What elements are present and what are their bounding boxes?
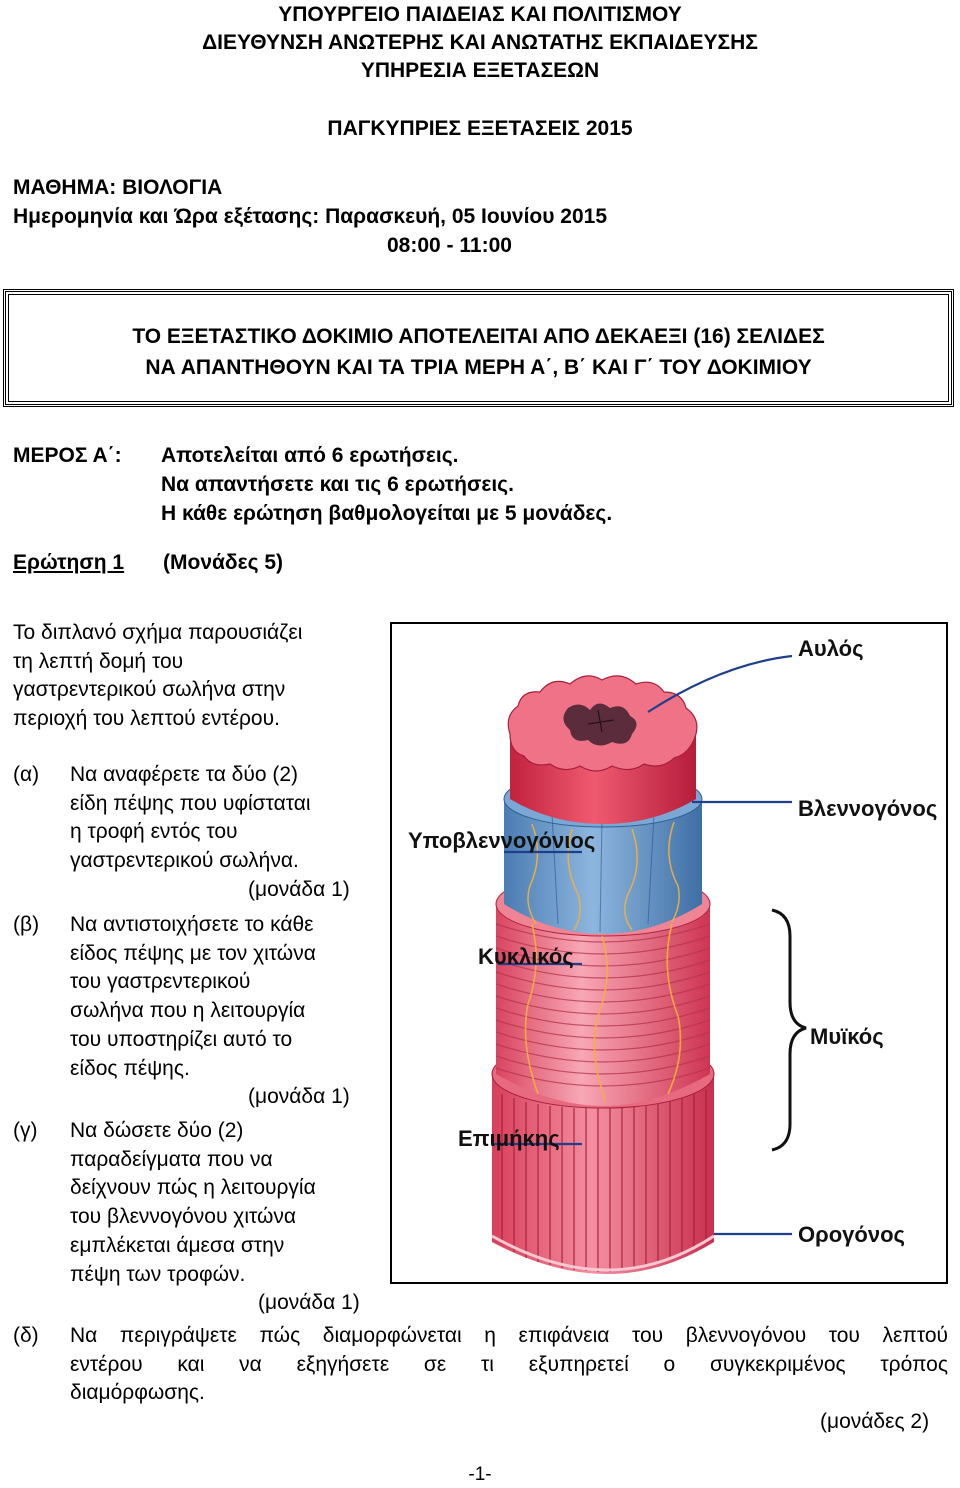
label-muscular: Μυϊκός [810, 1024, 884, 1049]
item-d-label: (δ) [13, 1324, 39, 1347]
question-intro [13, 619, 383, 734]
item-line: Να αναφέρετε τα δύο (2) [70, 763, 299, 786]
item-d-text [70, 1322, 948, 1408]
part-a-line-3: Η κάθε ερώτηση βαθμολογείται με 5 μονάδες. [161, 502, 613, 525]
intro-line: Το διπλανό σχήμα παρουσιάζει [13, 621, 303, 644]
item-c-text [70, 1117, 390, 1289]
item-b-label: (β) [13, 913, 40, 936]
notice-line-1: ΤΟ ΕΞΕΤΑΣΤΙΚΟ ΔΟΚΙΜΙΟ ΑΠΟΤΕΛΕΙΤΑΙ ΑΠΟ ΔΕΚΑΕΞΙ (16) ΣΕΛΙΔΕΣ [132, 325, 825, 348]
label-longitudinal: Επιμήκης [458, 1126, 560, 1151]
item-c-label: (γ) [13, 1119, 38, 1142]
part-a-line-1: Αποτελείται από 6 ερωτήσεις. [161, 444, 459, 467]
page-number: -1- [468, 1464, 492, 1485]
item-line: είδη πέψης που υφίσταται [70, 791, 311, 815]
directorate-title: ΔΙΕΥΘΥΝΣΗ ΑΝΩΤΕΡΗΣ ΚΑΙ ΑΝΩΤΑΤΗΣ ΕΚΠΑΙΔΕΥΣΗΣ [202, 31, 758, 54]
item-line: πέψη των τροφών. [70, 1262, 246, 1286]
item-line: δείχνουν πώς η λειτουργία [70, 1176, 316, 1200]
intro-line: γαστρεντερικού σωλήνα στην [13, 678, 286, 702]
label-submucosa: Υποβλεννογόνιος [408, 828, 596, 853]
exam-time: 08:00 - 11:00 [387, 234, 512, 257]
item-line: παραδείγματα που να [70, 1147, 273, 1171]
mucosa-layer [508, 676, 697, 824]
item-line: εμπλέκεται άμεσα στην [70, 1233, 285, 1257]
muscular-brace [772, 910, 806, 1150]
item-a-mark: (μονάδα 1) [248, 878, 350, 901]
item-line: διαμόρφωσης. [70, 1381, 205, 1405]
label-mucosa: Βλεννογόνος [798, 796, 938, 821]
item-a-label: (α) [13, 763, 40, 786]
subject: ΜΑΘΗΜΑ: ΒΙΟΛΟΓΙΑ [13, 176, 223, 199]
question-title: Ερώτηση 1 [13, 551, 125, 574]
part-a-label: ΜΕΡΟΣ Α΄: [13, 444, 122, 467]
exam-date: Ημερομηνία και Ώρα εξέτασης: Παρασκευή, 05 Ιουνίου 2015 [13, 205, 608, 228]
item-line: γαστρεντερικού σωλήνα. [70, 849, 299, 873]
intestine-figure [390, 622, 948, 1284]
item-line: εντέρου και να εξηγήσετε σε τι εξυπηρετεί ο συγκεκριμένος τρόπος [70, 1352, 948, 1376]
intro-line: τη λεπτή δομή του [13, 649, 184, 673]
exams-title: ΠΑΓΚΥΠΡΙΕΣ ΕΞΕΤΑΣΕΙΣ 2015 [327, 117, 633, 140]
item-line: η τροφή εντός του [70, 820, 238, 844]
item-b-text [70, 911, 390, 1083]
item-c-mark: (μονάδα 1) [258, 1291, 360, 1314]
ministry-title: ΥΠΟΥΡΓΕΙΟ ΠΑΙΔΕΙΑΣ ΚΑΙ ΠΟΛΙΤΙΣΜΟΥ [278, 3, 682, 26]
service-title: ΥΠΗΡΕΣΙΑ ΕΞΕΤΑΣΕΩΝ [360, 59, 600, 82]
item-line: Να αντιστοιχήσετε το κάθε [70, 913, 314, 936]
item-a-text [70, 761, 390, 876]
item-line: Να δώσετε δύο (2) [70, 1119, 244, 1142]
item-line: είδος πέψης. [70, 1056, 190, 1080]
question-marks: (Μονάδες 5) [163, 551, 284, 574]
item-line: Να περιγράψετε πώς διαμορφώνεται η επιφάνεια του βλεννογόνου του λεπτού [70, 1324, 948, 1347]
intro-line: περιοχή του λεπτού εντέρου. [13, 707, 280, 731]
intestine-illustration [392, 624, 946, 1282]
item-line: του γαστρεντερικού [70, 970, 251, 994]
notice-box [3, 289, 954, 407]
part-a-line-2: Να απαντήσετε και τις 6 ερωτήσεις. [161, 473, 514, 496]
item-line: του βλεννογόνου χιτώνα [70, 1205, 297, 1229]
label-serosa: Ορογόνος [798, 1222, 905, 1247]
notice-line-2: ΝΑ ΑΠΑΝΤΗΘΟΥΝ ΚΑΙ ΤΑ ΤΡΙΑ ΜΕΡΗ Α΄, Β΄ ΚΑΙ Γ΄ ΤΟΥ ΔΟΚΙΜΙΟΥ [145, 356, 812, 379]
item-b-mark: (μονάδα 1) [248, 1085, 350, 1108]
item-line: σωλήνα που η λειτουργία [70, 999, 306, 1023]
item-line: του υποστηρίζει αυτό το [70, 1027, 293, 1051]
label-lumen: Αυλός [798, 636, 864, 661]
label-circular: Κυκλικός [478, 944, 574, 969]
item-d-mark: (μονάδες 2) [820, 1410, 930, 1433]
item-line: είδος πέψης με τον χιτώνα [70, 941, 316, 965]
